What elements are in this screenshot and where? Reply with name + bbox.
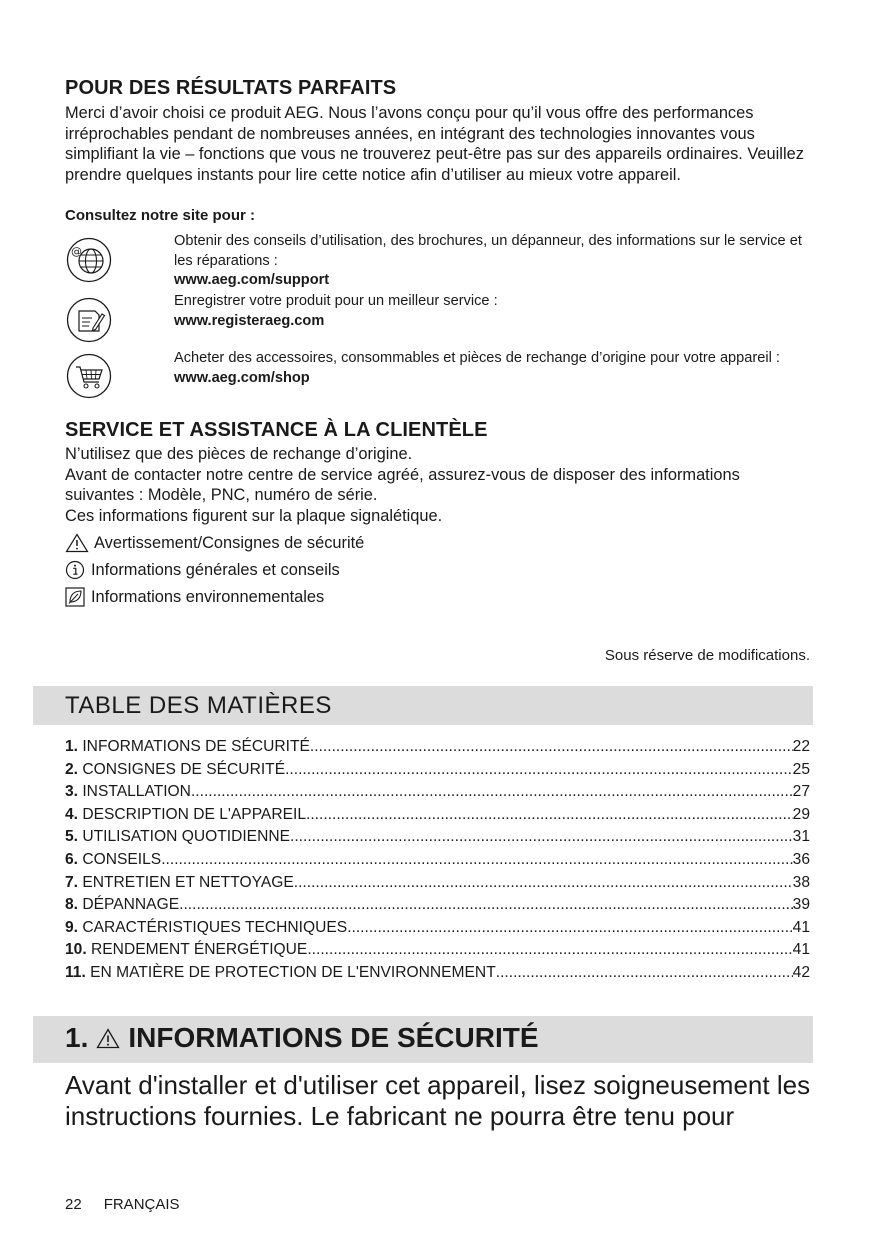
toc-entry-page: 22 (792, 738, 810, 755)
toc-entry-page: 36 (792, 850, 810, 868)
support-text: Obtenir des conseils d’utilisation, des brochures, un dépanneur, des informations sur le service et les réparations : (174, 233, 802, 269)
toc-entry-page: 25 (792, 760, 810, 778)
toc-entry-title: ENTRETIEN ET NETTOYAGE (82, 873, 294, 891)
legend-environment-label: Informations environnementales (91, 587, 325, 606)
toc-leader-dots (191, 781, 793, 804)
toc-entry-title: INSTALLATION (82, 783, 191, 801)
section-title-text: INFORMATIONS DE SÉCURITÉ (128, 1022, 539, 1053)
toc-entry-page: 38 (792, 873, 810, 891)
toc-leader-dots (347, 917, 792, 940)
page-number: 22 (65, 1196, 82, 1213)
toc-entry-number: 11. (65, 963, 91, 981)
register-item (174, 292, 814, 331)
toc-leader-dots (161, 849, 792, 872)
toc-entry[interactable] (65, 781, 810, 804)
toc-entry-number: 4. (65, 805, 83, 823)
toc-entry-title: UTILISATION QUOTIDIENNE (82, 828, 290, 846)
legend-environment (65, 587, 324, 607)
shop-item (174, 349, 814, 388)
register-link[interactable]: www.registeraeg.com (174, 312, 325, 329)
toc-entry-number: 10. (65, 941, 92, 959)
toc-entry[interactable] (65, 759, 810, 782)
toc-entry-title: EN MATIÈRE DE PROTECTION DE L'ENVIRONNEMENT (90, 963, 496, 981)
toc-title: TABLE DES MATIÈRES (65, 692, 332, 719)
legend-warning-label: Avertissement/Consignes de sécurité (94, 533, 365, 552)
toc-entry-number: 1. (65, 738, 83, 755)
section-title (65, 1022, 539, 1054)
info-circle-icon (65, 560, 86, 580)
toc-entry-title: DESCRIPTION DE L'APPAREIL (82, 805, 307, 823)
footer-language: FRANÇAIS (103, 1196, 180, 1213)
toc-entry[interactable] (65, 849, 810, 872)
toc-leader-dots (179, 894, 793, 917)
toc-entry[interactable] (65, 939, 810, 962)
toc-entry[interactable] (65, 736, 810, 759)
register-pen-icon (66, 297, 110, 341)
toc-leader-dots (306, 804, 793, 827)
service-line-1: N’utilisez que des pièces de rechange d’origine. (65, 445, 413, 463)
toc-entry[interactable] (65, 894, 810, 917)
toc-entry[interactable] (65, 872, 810, 895)
shopping-cart-icon (66, 353, 110, 397)
results-heading: POUR DES RÉSULTATS PARFAITS (65, 77, 397, 99)
warning-triangle-icon (65, 533, 89, 553)
toc-entry-page: 27 (792, 783, 810, 801)
service-line-3: Ces informations figurent sur la plaque signalétique. (65, 506, 443, 525)
toc-leader-dots (294, 872, 793, 895)
toc-entry[interactable] (65, 826, 810, 849)
toc-entry-title: CONSEILS (82, 850, 162, 868)
shop-link[interactable]: www.aeg.com/shop (174, 369, 310, 386)
page-footer (65, 1196, 202, 1213)
toc-entry-page: 41 (792, 918, 810, 936)
toc-leader-dots (290, 826, 793, 849)
leaf-icon (65, 587, 86, 607)
toc-entry[interactable] (65, 917, 810, 940)
toc-entry-number: 2. (65, 760, 83, 778)
toc-entry-page: 42 (792, 963, 810, 981)
toc-entry-number: 5. (65, 828, 83, 846)
toc-entry-title: RENDEMENT ÉNERGÉTIQUE (91, 941, 308, 959)
shop-text: Acheter des accessoires, consommables et pièces de rechange d’origine pour votre appareil : (174, 350, 780, 366)
intro-paragraph: Merci d’avoir choisi ce produit AEG. Nous l’avons conçu pour qu’il vous offre des performances irréprochables pendant de nombreuses années, en intégrant des technologies innovantes vous simplifiant la vie – fonctions que vous ne trouverez peut-être pas sur des appareils ordinaires. Veuillez prendre quelques instants pour lire cette notice afin d’utiliser au mieux votre appareil. (65, 104, 804, 184)
toc-entry-title: CONSIGNES DE SÉCURITÉ (82, 760, 286, 778)
legend-info-label: Informations générales et conseils (91, 560, 340, 579)
toc-entry-number: 6. (65, 850, 83, 868)
toc-entry-number: 3. (65, 783, 83, 801)
toc-entry-number: 9. (65, 918, 83, 936)
toc-entry-page: 41 (792, 941, 810, 959)
legend-info (65, 560, 340, 580)
consult-label: Consultez notre site pour : (65, 207, 256, 224)
toc-leader-dots (285, 759, 793, 782)
toc-entry[interactable] (65, 804, 810, 827)
legend-warning (65, 533, 364, 553)
section-number: 1. (65, 1022, 89, 1053)
globe-at-icon (66, 237, 110, 281)
section-intro-text: Avant d'installer et d'utiliser cet appareil, lisez soigneusement les instructions fournies. Le fabricant ne pourra être tenu pour (65, 1070, 811, 1131)
toc-entry-title: DÉPANNAGE (82, 896, 180, 914)
toc-leader-dots (307, 939, 792, 962)
register-text: Enregistrer votre produit pour un meilleur service : (174, 293, 498, 309)
toc-entry-title: CARACTÉRISTIQUES TECHNIQUES (82, 918, 348, 936)
support-item (174, 232, 814, 291)
service-line-2: Avant de contacter notre centre de service agréé, assurez-vous de disposer des informations suivantes : Modèle, PNC, numéro de série. (65, 465, 740, 505)
toc-entry-page: 39 (792, 896, 810, 914)
toc-entry[interactable] (65, 962, 810, 985)
toc-leader-dots (496, 962, 793, 985)
toc-list (65, 736, 810, 985)
support-link[interactable]: www.aeg.com/support (174, 272, 330, 289)
svg-text:@: @ (71, 245, 82, 258)
toc-entry-number: 7. (65, 873, 83, 891)
toc-leader-dots (310, 736, 793, 759)
toc-entry-page: 31 (792, 828, 810, 846)
toc-entry-title: INFORMATIONS DE SÉCURITÉ (82, 738, 310, 755)
service-heading: SERVICE ET ASSISTANCE À LA CLIENTÈLE (65, 419, 488, 441)
toc-entry-page: 29 (792, 805, 810, 823)
toc-entry-number: 8. (65, 896, 83, 914)
warning-triangle-icon (96, 1028, 120, 1049)
service-body (65, 444, 810, 526)
reserve-note: Sous réserve de modifications. (604, 647, 810, 664)
